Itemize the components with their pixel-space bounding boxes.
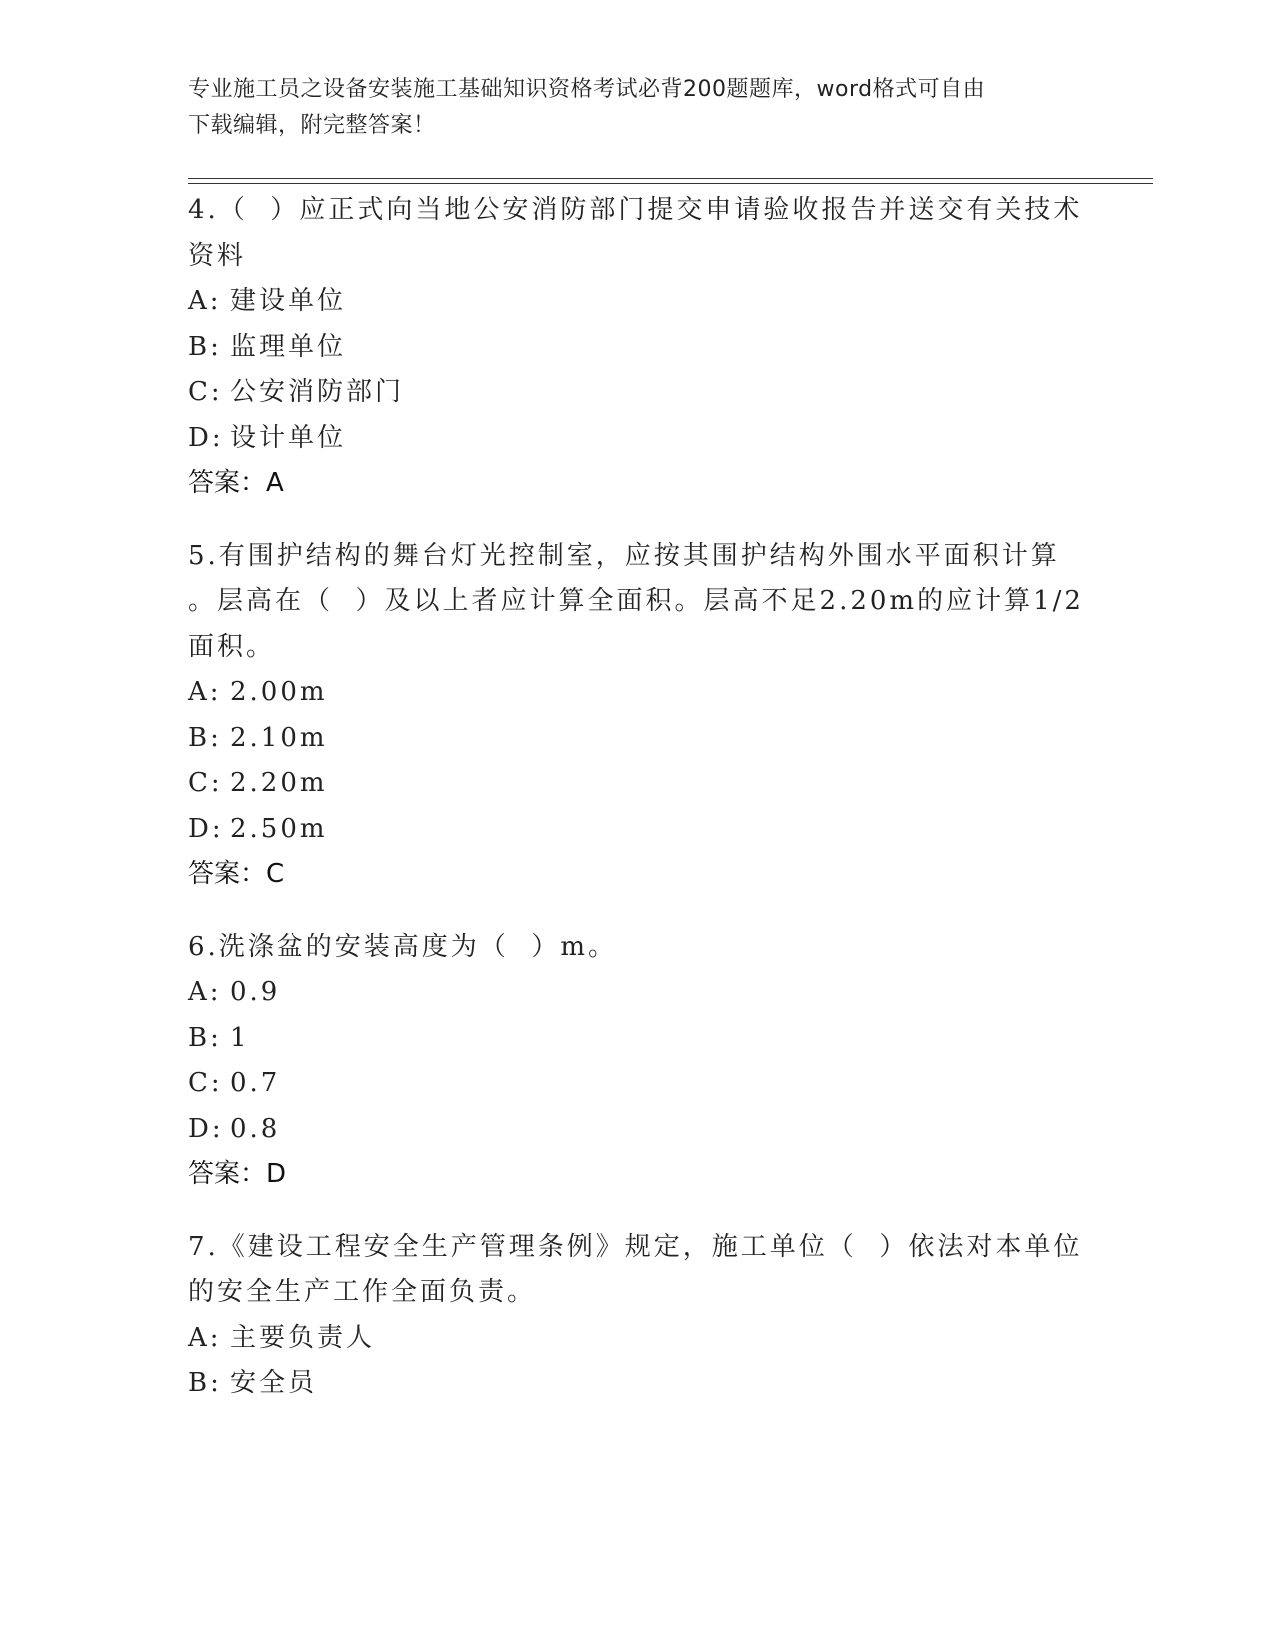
option-text: 2.10m xyxy=(230,722,328,753)
option-letter: D: xyxy=(188,422,224,453)
option-c xyxy=(188,761,1088,807)
option-text: 2.50m xyxy=(230,813,328,844)
option-text: 0.8 xyxy=(230,1113,281,1144)
document-header xyxy=(188,72,1088,144)
question-text-line: 7.《建设工程安全生产管理条例》规定，施工单位（ ）依法对本单位 xyxy=(188,1231,1083,1262)
question-6 xyxy=(188,925,1088,1198)
option-text: 公安消防部门 xyxy=(230,377,405,407)
option-b xyxy=(188,1361,1088,1407)
option-b xyxy=(188,1016,1088,1062)
option-d xyxy=(188,416,1088,462)
header-divider-top xyxy=(188,178,1153,179)
answer-line: 答案：A xyxy=(188,468,284,498)
option-text: 建设单位 xyxy=(230,286,347,316)
option-letter: A: xyxy=(188,1322,222,1353)
question-list xyxy=(188,188,1088,1434)
option-letter: B: xyxy=(188,1022,222,1053)
option-c xyxy=(188,370,1088,416)
option-letter: D: xyxy=(188,1113,224,1144)
answer-line: 答案：C xyxy=(188,859,285,889)
question-text-line: 4.（ ）应正式向当地公安消防部门提交申请验收报告并送交有关技术 xyxy=(188,195,1083,225)
option-text: 1 xyxy=(230,1022,250,1053)
question-7 xyxy=(188,1225,1088,1407)
option-b xyxy=(188,325,1088,371)
option-text: 0.9 xyxy=(230,977,281,1007)
option-letter: D: xyxy=(188,813,224,844)
option-letter: C: xyxy=(188,1068,223,1098)
option-letter: B: xyxy=(188,1368,222,1398)
option-letter: A: xyxy=(188,286,222,316)
question-text-line: 。层高在（ ）及以上者应计算全面积。层高不足2.20m的应计算1/2 xyxy=(188,586,1084,616)
header-line-2: 下载编辑，附完整答案！ xyxy=(188,113,436,138)
option-d xyxy=(188,807,1088,853)
question-text-line: 6.洗涤盆的安装高度为（ ）m。 xyxy=(188,931,617,962)
question-text-line: 面积。 xyxy=(188,631,276,662)
option-text: 设计单位 xyxy=(230,422,347,453)
option-text: 0.7 xyxy=(230,1068,281,1098)
option-letter: B: xyxy=(188,331,222,362)
option-text: 2.00m xyxy=(230,677,328,707)
header-line-1: 专业施工员之设备安装施工基础知识资格考试必背200题题库，word格式可自由 xyxy=(188,77,986,102)
question-5 xyxy=(188,534,1088,898)
option-letter: A: xyxy=(188,677,222,707)
option-letter: C: xyxy=(188,377,223,407)
question-text-line: 的安全生产工作全面负责。 xyxy=(188,1277,537,1307)
option-c xyxy=(188,1061,1088,1107)
option-a xyxy=(188,279,1088,325)
option-a xyxy=(188,1316,1088,1362)
option-a xyxy=(188,670,1088,716)
option-text: 2.20m xyxy=(230,768,328,798)
question-text-line: 5.有围护结构的舞台灯光控制室，应按其围护结构外围水平面积计算 xyxy=(188,540,1060,571)
option-text: 安全员 xyxy=(230,1368,318,1398)
answer-line: 答案：D xyxy=(188,1159,287,1189)
option-text: 主要负责人 xyxy=(230,1322,376,1353)
option-d xyxy=(188,1107,1088,1153)
option-a xyxy=(188,970,1088,1016)
header-divider-bottom xyxy=(188,183,1153,184)
question-4 xyxy=(188,188,1088,507)
option-text: 监理单位 xyxy=(230,331,347,362)
question-text-line: 资料 xyxy=(188,240,247,271)
option-letter: A: xyxy=(188,977,222,1007)
option-letter: B: xyxy=(188,722,222,753)
option-b xyxy=(188,716,1088,762)
option-letter: C: xyxy=(188,768,223,798)
